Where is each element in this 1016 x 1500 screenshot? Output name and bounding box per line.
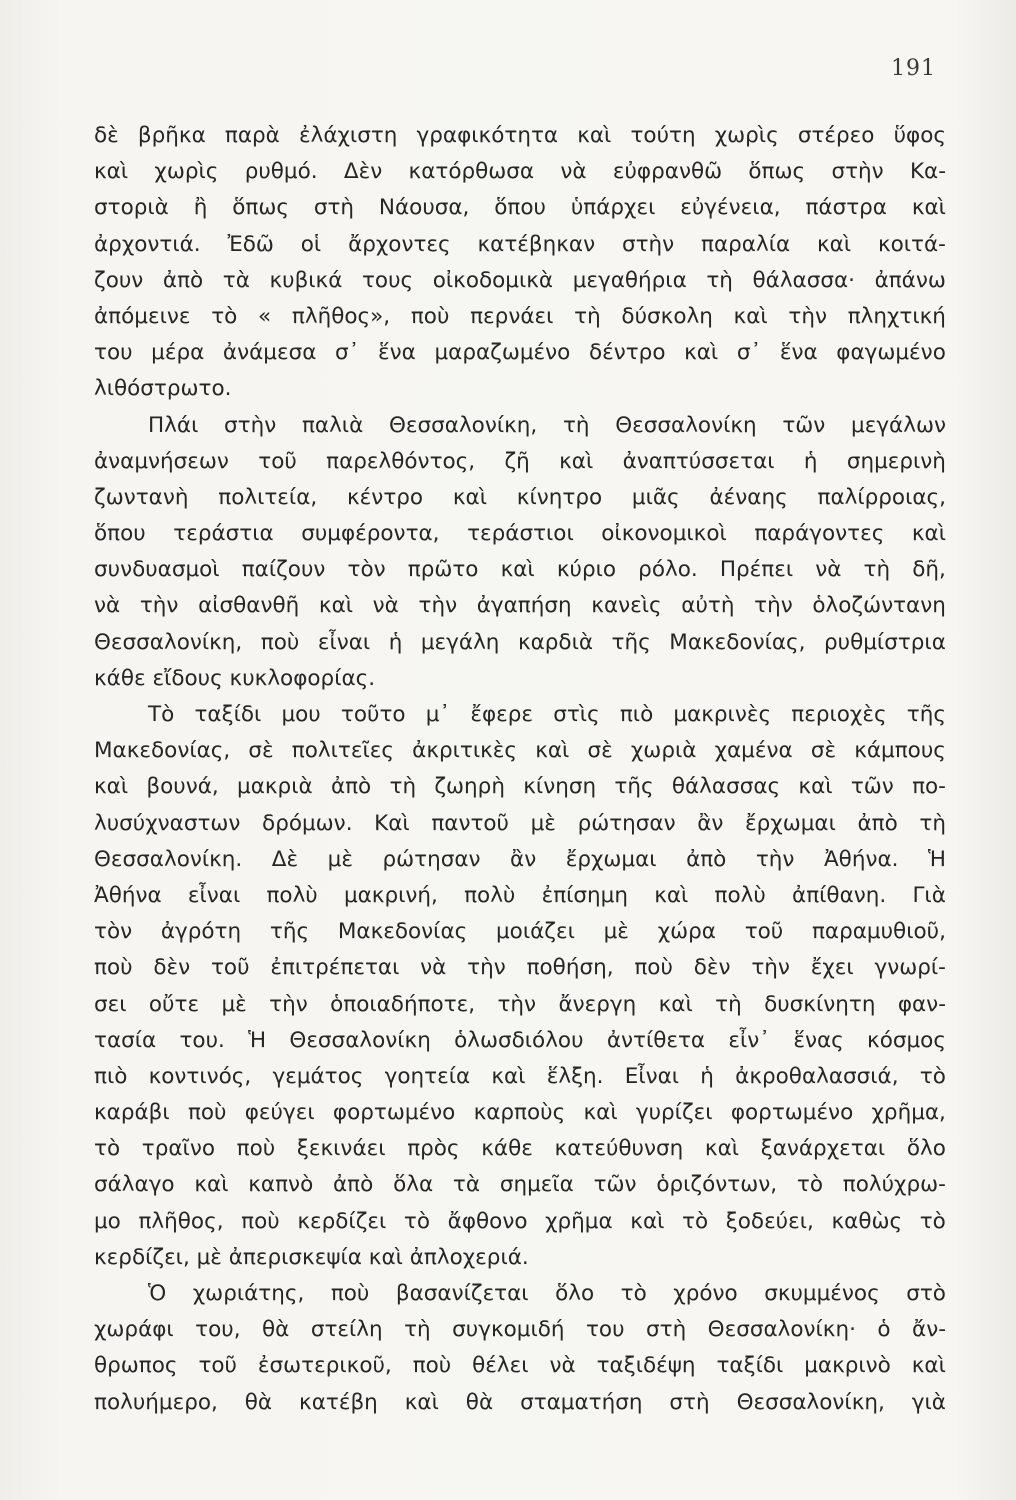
text-line: λυσύχναστων δρόμων. Καὶ παντοῦ μὲ ρώτησαν ἂν ἔρχωμαι ἀπὸ τὴ [94, 810, 946, 836]
paragraph [94, 118, 946, 408]
text-line: καράβι ποὺ φεύγει φορτωμένο καρποὺς καὶ γυρίζει φορτωμένο χρῆμα, [94, 1100, 946, 1126]
text-line: κάθε εἴδους κυκλοφορίας. [94, 665, 376, 691]
text-line: πολυήμερο, θὰ κατέβη καὶ θὰ σταματήση στὴ Θεσσαλονίκη, γιὰ [94, 1389, 946, 1415]
text-line: ἀρχοντιά. Ἐδῶ οἱ ἄρχοντες κατέβηκαν στὴν παραλία καὶ κοιτά- [94, 231, 946, 257]
text-line: Ἀθήνα εἶναι πολὺ μακρινή, πολὺ ἐπίσημη καὶ πολὺ ἀπίθανη. Γιὰ [94, 882, 946, 908]
text-line: Θεσσαλονίκη, ποὺ εἶναι ἡ μεγάλη καρδιὰ τῆς Μακεδονίας, ρυθμίστρια [94, 629, 946, 655]
text-line: χωράφι του, θὰ στείλη τὴ συγκομιδή του στὴ Θεσσαλονίκη· ὁ ἄν- [94, 1317, 946, 1343]
text-line: σει οὔτε μὲ τὴν ὁποιαδήποτε, τὴν ἄνεργη καὶ τὴ δυσκίνητη φαν- [94, 991, 946, 1017]
text-line: συνδυασμοὶ παίζουν τὸν πρῶτο καὶ κύριο ρόλο. Πρέπει νὰ τὴ δῆ, [94, 557, 946, 583]
text-line: κερδίζει, μὲ ἀπερισκεψία καὶ ἀπλοχεριά. [94, 1244, 529, 1270]
text-line: λιθόστρωτο. [94, 376, 232, 402]
text-line: τασία του. Ἡ Θεσσαλονίκη ὁλωσδιόλου ἀντίθετα εἶν᾽ ἕνας κόσμος [94, 1027, 946, 1053]
text-line: καὶ βουνά, μακριὰ ἀπὸ τὴ ζωηρὴ κίνηση τῆς θάλασσας καὶ τῶν πο- [94, 774, 946, 800]
text-line: ὅπου τεράστια συμφέροντα, τεράστιοι οἰκονομικοὶ παράγοντες καὶ [94, 521, 946, 547]
text-line: δὲ βρῆκα παρὰ ἐλάχιστη γραφικότητα καὶ τούτη χωρὶς στέρεο ὕφος [94, 123, 946, 148]
text-line: ποὺ δὲν τοῦ ἐπιτρέπεται νὰ τὴν ποθήση, ποὺ δὲν τὴν ἔχει γνωρί- [94, 955, 946, 981]
text-line: Τὸ ταξίδι μου τοῦτο μ᾽ ἔφερε στὶς πιὸ μακρινὲς περιοχὲς τῆς [148, 702, 946, 727]
text-line: Θεσσαλονίκη. Δὲ μὲ ρώτησαν ἂν ἔρχωμαι ἀπὸ τὴν Ἀθήνα. Ἡ [94, 846, 946, 872]
text-line: σάλαγο καὶ καπνὸ ἀπὸ ὅλα τὰ σημεῖα τῶν ὁριζόντων, τὸ πολύχρω- [94, 1172, 946, 1198]
text-line: ζουν ἀπὸ τὰ κυβικά τους οἰκοδομικὰ μεγαθήρια τὴ θάλασσα· ἀπάνω [94, 267, 946, 293]
text-line: τὸν ἀγρότη τῆς Μακεδονίας μοιάζει μὲ χώρα τοῦ παραμυθιοῦ, [94, 919, 946, 945]
text-line: του μέρα ἀνάμεσα σ᾽ ἕνα μαραζωμένο δέντρο καὶ σ᾽ ἕνα φαγωμένο [94, 340, 946, 366]
paragraph [94, 408, 946, 698]
text-line: ἀπόμεινε τὸ « πλῆθος», ποὺ περνάει τὴ δύσκολη καὶ τὴν πληχτική [94, 303, 946, 329]
text-line: μο πλῆθος, ποὺ κερδίζει τὸ ἄφθονο χρῆμα καὶ τὸ ξοδεύει, καθὼς τὸ [94, 1208, 946, 1234]
text-line: ἀναμνήσεων τοῦ παρελθόντος, ζῆ καὶ ἀναπτύσσεται ἡ σημερινὴ [94, 448, 946, 474]
text-line: θρωπος τοῦ ἐσωτερικοῦ, ποὺ θέλει νὰ ταξιδέψη ταξίδι μακρινὸ καὶ [94, 1353, 946, 1379]
text-line: καὶ χωρὶς ρυθμό. Δὲν κατόρθωσα νὰ εὐφρανθῶ ὅπως στὴν Κα- [94, 159, 946, 185]
text-line: ζωντανὴ πολιτεία, κέντρο καὶ κίνητρο μιᾶς ἀέναης παλίρροιας, [94, 484, 946, 510]
page-number: 191 [891, 56, 936, 81]
text-line: Ὁ χωριάτης, ποὺ βασανίζεται ὅλο τὸ χρόνο σκυμμένος στὸ [148, 1281, 946, 1306]
paragraph [94, 1276, 946, 1421]
paragraph [94, 697, 946, 1276]
text-line: Μακεδονίας, σὲ πολιτεῖες ἀκριτικὲς καὶ σὲ χωριὰ χαμένα σὲ κάμπους [94, 738, 946, 764]
text-line: στοριὰ ἢ ὅπως στὴ Νάουσα, ὅπου ὑπάρχει εὐγένεια, πάστρα καὶ [94, 195, 946, 221]
text-line: Πλάι στὴν παλιὰ Θεσσαλονίκη, τὴ Θεσσαλονίκη τῶν μεγάλων [148, 412, 946, 438]
text-line: νὰ τὴν αἰσθανθῆ καὶ νὰ τὴν ἀγαπήση κανεὶς αὐτὴ τὴν ὁλοζώντανη [94, 593, 946, 619]
text-line: τὸ τραῖνο ποὺ ξεκινάει πρὸς κάθε κατεύθυνση καὶ ξανάρχεται ὅλο [94, 1136, 946, 1162]
body-text [94, 118, 946, 1421]
text-line: πιὸ κοντινός, γεμάτος γοητεία καὶ ἕλξη. Εἶναι ἡ ἀκροθαλασσιά, τὸ [94, 1063, 946, 1089]
